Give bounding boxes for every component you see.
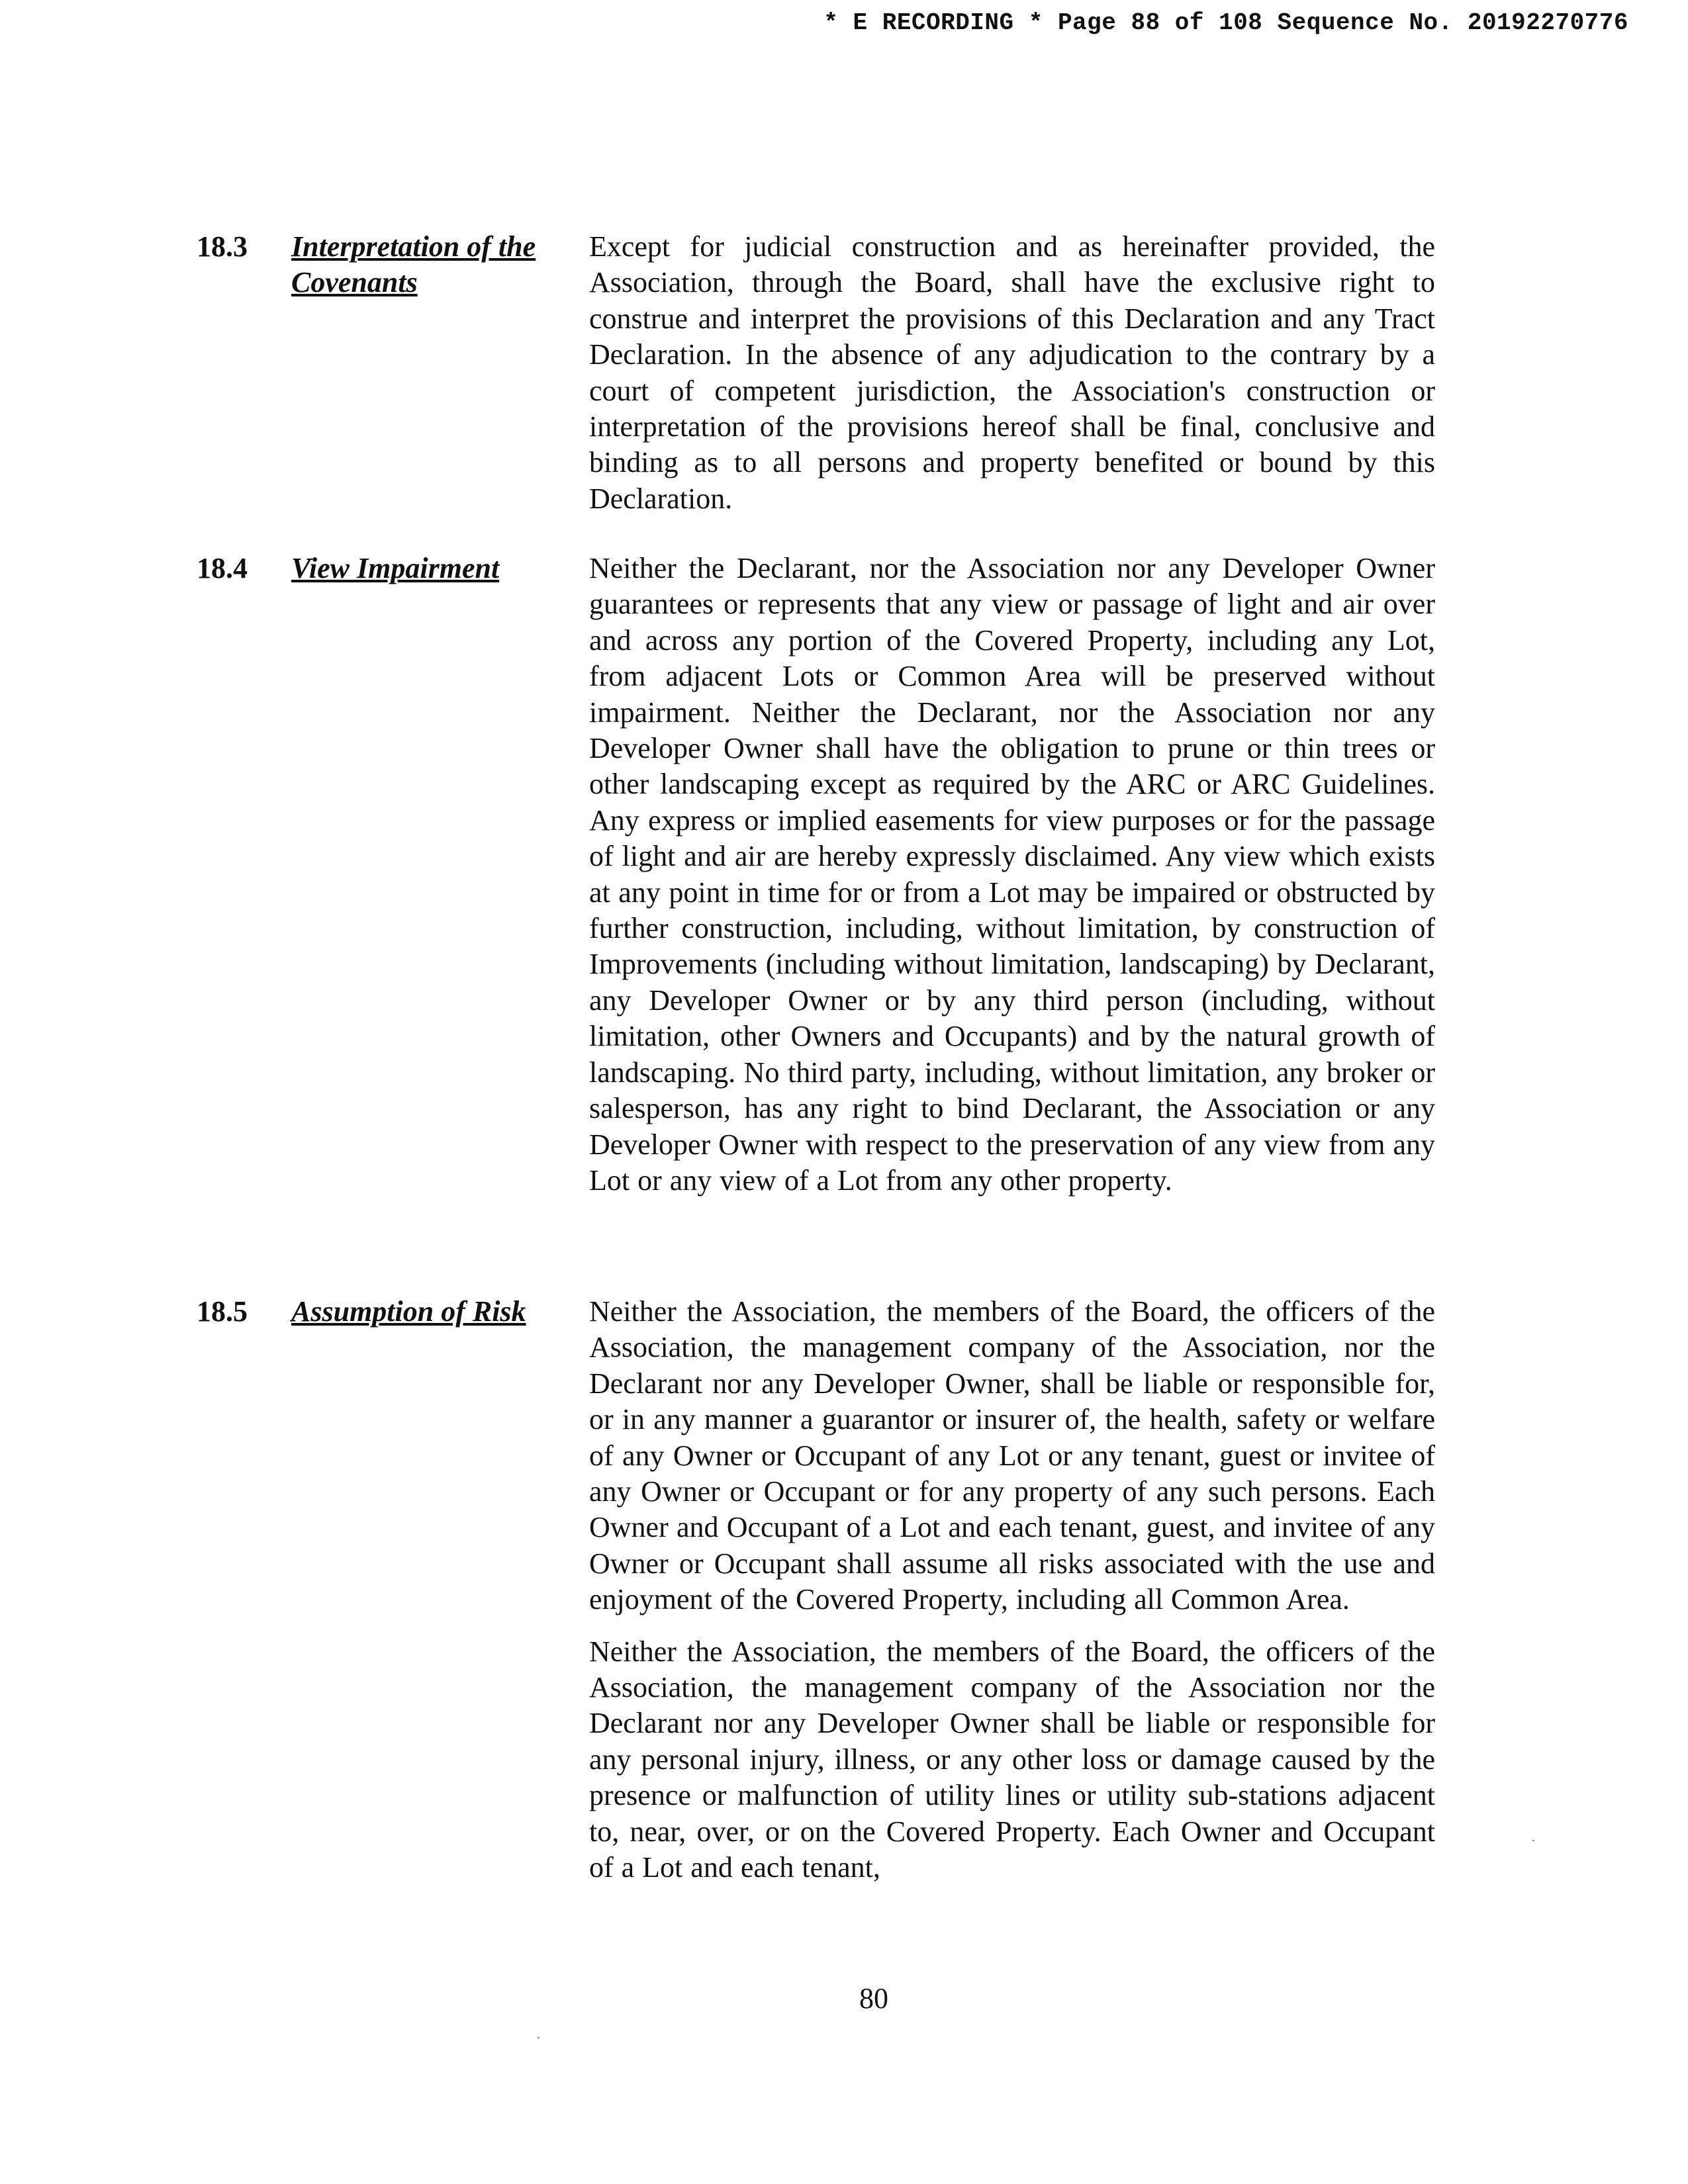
section-body — [589, 229, 1435, 531]
section-body — [589, 551, 1435, 1213]
scan-speck — [1532, 1840, 1534, 1841]
section-paragraph: Neither the Declarant, nor the Association nor any Developer Owner guarantees or represents that any view or passage of light and air over and across any portion of the Covered Property, including any Lot, from adjacent Lots or Common Area will be preserved without impairment. Neither the Declarant, nor the Association nor any Developer Owner shall have the obligation to prune or thin trees or other landscaping except as required by the ARC or ARC Guidelines. Any express or implied easements for view purposes or for the passage of light and air are hereby expressly disclaimed. Any view which exists at any point in time for or from a Lot may be impaired or obstructed by further construction, including, without limitation, by construction of Improvements (including without limitation, landscaping) by Declarant, any Developer Owner or by any third person (including, without limitation, other Owners and Occupants) and by the natural growth of landscaping. No third party, including, without limitation, any broker or salesperson, has any right to bind Declarant, the Association or any Developer Owner with respect to the preservation of any view from any Lot or any view of a Lot from any other property. — [589, 552, 1435, 1197]
section-paragraph: Neither the Association, the members of the Board, the officers of the Association, the management company of the Association nor the Declarant nor any Developer Owner shall be liable or responsible for any personal injury, illness, or any other loss or damage caused by the presence or malfunction of utility lines or utility sub-stations adjacent to, near, over, or on the Covered Property. Each Owner and Occupant of a Lot and each tenant, — [589, 1635, 1435, 1884]
section-title: View Impairment — [291, 552, 500, 584]
section-body — [589, 1294, 1435, 1901]
page-number: 80 — [859, 1982, 888, 2015]
section-number: 18.3 — [197, 230, 248, 263]
recording-header: * E RECORDING * Page 88 of 108 Sequence No. 20192270776 — [823, 9, 1628, 36]
section-paragraph: Neither the Association, the members of the Board, the officers of the Association, the management company of the Association, nor the Declarant nor any Developer Owner, shall be liable or responsible for, or in any manner a guarantor or insurer of, the health, safety or welfare of any Owner or Occupant of any Lot or any tenant, guest or invitee of any Owner or Occupant or for any property of any such persons. Each Owner and Occupant of a Lot and each tenant, guest, and invitee of any Owner or Occupant shall assume all risks associated with the use and enjoyment of the Covered Property, including all Common Area. — [589, 1295, 1435, 1616]
section-number: 18.5 — [197, 1295, 248, 1328]
section-title: Assumption of Risk — [291, 1295, 526, 1328]
section-number: 18.4 — [197, 552, 248, 584]
section-title: Interpretation of the Covenants — [291, 230, 536, 298]
scan-speck — [538, 2037, 539, 2038]
section-paragraph: Except for judicial construction and as hereinafter provided, the Association, through the Board, shall have the exclusive right to construe and interpret the provisions of this Declaration and any Tract Declaration. In the absence of any adjudication to the contrary by a court of competent jurisdiction, the Association's construction or interpretation of the provisions hereof shall be final, conclusive and binding as to all persons and property benefited or bound by this Declaration. — [589, 230, 1435, 515]
